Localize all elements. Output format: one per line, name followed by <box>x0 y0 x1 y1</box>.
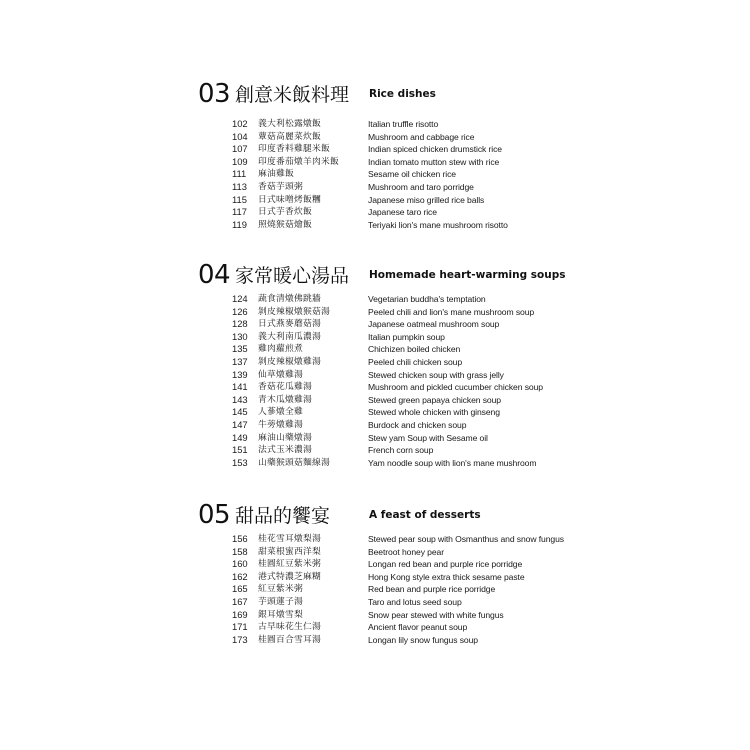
recipe-name-english: Stewed pear soup with Osmanthus and snow fungus <box>368 534 564 544</box>
page-number: 171 <box>232 621 248 633</box>
recipe-name-english: Italian truffle risotto <box>368 119 439 129</box>
page-number: 109 <box>232 155 248 167</box>
section-title-chinese: 家常暖心湯品 <box>235 265 350 287</box>
recipe-item <box>232 293 738 306</box>
section-number: 04 <box>198 260 231 290</box>
recipe-name-chinese: 桂圓百合雪耳湯 <box>258 634 321 645</box>
recipe-name-chinese: 麻油山藥燉湯 <box>258 432 312 443</box>
recipe-name-english: Peeled chili chicken soup <box>368 356 462 367</box>
recipe-name-english: Yam noodle soup with lion's mane mushroom <box>368 457 537 468</box>
recipe-name-english: Stewed whole chicken with ginseng <box>368 407 500 418</box>
recipe-name-english: Burdock and chicken soup <box>368 419 467 430</box>
recipe-list <box>232 293 738 469</box>
page-number: 102 <box>232 118 248 129</box>
page-number: 141 <box>232 381 248 393</box>
recipe-name-english: Taro and lotus seed soup <box>368 596 462 607</box>
recipe-item <box>232 318 738 331</box>
recipe-name-english: Indian spiced chicken drumstick rice <box>368 144 502 155</box>
section-header <box>198 499 738 533</box>
recipe-name-chinese: 青木瓜燉雞湯 <box>258 394 312 405</box>
recipe-name-chinese: 雞肉蘿煎煮 <box>258 344 303 355</box>
recipe-item <box>232 457 738 470</box>
recipe-name-english: Teriyaki lion's mane mushroom risotto <box>368 219 508 230</box>
page-number: 160 <box>232 558 248 570</box>
recipe-name-english: Beetroot honey pear <box>368 546 444 557</box>
recipe-name-chinese: 山藥猴頭菇麵線湯 <box>258 457 330 468</box>
recipe-name-chinese: 香菇花瓜雞湯 <box>258 382 312 393</box>
recipe-name-english: Peeled chili and lion's mane mushroom soup <box>368 306 535 317</box>
recipe-name-chinese: 麻油雞飯 <box>258 169 294 180</box>
recipe-item <box>232 406 738 419</box>
recipe-name-chinese: 照燒猴菇燴飯 <box>258 219 312 230</box>
recipe-name-chinese: 人蔘燉全雞 <box>258 407 303 418</box>
recipe-name-chinese: 仙草燉雞湯 <box>258 369 303 380</box>
recipe-name-chinese: 香菇芋頭粥 <box>258 181 303 192</box>
recipe-list <box>232 533 738 646</box>
recipe-item <box>232 306 738 319</box>
page-number: 149 <box>232 431 248 443</box>
recipe-name-chinese: 剝皮辣椒燉雞湯 <box>258 356 321 367</box>
page-number: 173 <box>232 633 248 645</box>
recipe-name-english: Longan red bean and purple rice porridge <box>368 559 523 570</box>
recipe-item <box>232 331 738 344</box>
page-number: 119 <box>232 218 247 230</box>
recipe-item <box>232 356 738 369</box>
recipe-name-english: Hong Kong style extra thick sesame paste <box>368 571 525 582</box>
recipe-name-chinese: 日式燕麥蘑菇湯 <box>258 319 321 330</box>
recipe-name-english: Longan lily snow fungus soup <box>368 634 478 645</box>
recipe-list <box>232 118 738 231</box>
recipe-item <box>232 546 738 559</box>
page-number: 113 <box>232 180 247 192</box>
page-number: 135 <box>232 343 248 355</box>
recipe-name-english: Japanese miso grilled rice balls <box>368 194 485 205</box>
recipe-name-chinese: 紅豆紫米粥 <box>258 584 303 595</box>
section-desserts <box>198 499 738 645</box>
recipe-name-chinese: 法式玉米濃湯 <box>258 445 312 456</box>
section-number: 03 <box>198 79 231 109</box>
recipe-item <box>232 444 738 457</box>
recipe-name-chinese: 桂圓紅豆紫米粥 <box>258 559 321 570</box>
recipe-item <box>232 343 738 356</box>
recipe-name-english: Red bean and purple rice porridge <box>368 584 496 595</box>
recipe-name-chinese: 甜菜根蜜西洋梨 <box>258 546 321 557</box>
recipe-name-english: Japanese oatmeal mushroom soup <box>368 319 500 330</box>
recipe-item <box>232 206 738 219</box>
recipe-item <box>232 571 738 584</box>
page-number: 156 <box>232 533 248 544</box>
recipe-item <box>232 181 738 194</box>
recipe-name-chinese: 古早味花生仁湯 <box>258 622 321 633</box>
recipe-name-english: Stewed green papaya chicken soup <box>368 394 501 405</box>
recipe-name-chinese: 蕈菇高麗菜炊飯 <box>258 131 321 142</box>
section-title-english: A feast of desserts <box>369 509 481 521</box>
recipe-item <box>232 219 738 232</box>
recipe-name-english: Japanese taro rice <box>368 207 437 218</box>
recipe-name-english: Mushroom and pickled cucumber chicken soup <box>368 382 543 393</box>
page-number: 137 <box>232 355 248 367</box>
page-number: 128 <box>232 318 248 330</box>
recipe-item <box>232 156 738 169</box>
recipe-name-chinese: 義大利南瓜濃湯 <box>258 331 321 342</box>
page-number: 139 <box>232 368 248 380</box>
recipe-name-chinese: 日式味噌烤飯糰 <box>258 194 321 205</box>
recipe-item <box>232 143 738 156</box>
recipe-item <box>232 131 738 144</box>
page-number: 145 <box>232 406 248 418</box>
recipe-name-english: Vegetarian buddha's temptation <box>368 294 486 304</box>
recipe-name-english: Stew yam Soup with Sesame oil <box>368 432 488 443</box>
recipe-item <box>232 558 738 571</box>
page-number: 162 <box>232 570 248 582</box>
recipe-name-chinese: 印度番茄燉羊肉米飯 <box>258 156 339 167</box>
section-title-english: Rice dishes <box>369 88 436 100</box>
page-number: 169 <box>232 608 248 620</box>
recipe-item <box>232 634 738 647</box>
page-number: 151 <box>232 444 248 456</box>
page-number: 158 <box>232 545 248 557</box>
page-number: 117 <box>232 206 247 218</box>
recipe-item <box>232 533 738 546</box>
section-number: 05 <box>198 500 231 530</box>
recipe-name-english: Mushroom and cabbage rice <box>368 131 475 142</box>
recipe-name-chinese: 義大利松露燉飯 <box>258 119 321 129</box>
page-number: 130 <box>232 330 248 342</box>
section-homemade-soups <box>198 259 738 468</box>
section-title-chinese: 創意米飯料理 <box>235 84 350 106</box>
page-number: 115 <box>232 193 247 205</box>
recipe-name-english: Chichizen boiled chicken <box>368 344 461 355</box>
recipe-name-chinese: 蔬食清燉佛跳牆 <box>258 294 321 304</box>
page-number: 153 <box>232 456 248 468</box>
recipe-name-english: Ancient flavor peanut soup <box>368 622 468 633</box>
recipe-name-chinese: 港式特濃芝麻糊 <box>258 571 321 582</box>
recipe-item <box>232 168 738 181</box>
section-header <box>198 78 738 112</box>
recipe-name-chinese: 日式芋香炊飯 <box>258 207 312 218</box>
page-number: 107 <box>232 143 248 155</box>
recipe-name-chinese: 桂花雪耳燉梨湯 <box>258 534 321 544</box>
recipe-item <box>232 381 738 394</box>
page-number: 126 <box>232 305 248 317</box>
section-title-chinese: 甜品的饗宴 <box>235 505 331 527</box>
page-number: 147 <box>232 418 248 430</box>
page-number: 143 <box>232 393 248 405</box>
page-number: 111 <box>232 168 247 180</box>
recipe-item <box>232 369 738 382</box>
recipe-name-chinese: 牛蒡燉雞湯 <box>258 419 303 430</box>
recipe-item <box>232 596 738 609</box>
recipe-name-chinese: 銀耳燉雪梨 <box>258 609 303 620</box>
recipe-name-chinese: 芋頭蓮子湯 <box>258 596 303 607</box>
recipe-name-english: French corn soup <box>368 445 434 456</box>
section-title-english: Homemade heart-warming soups <box>369 269 566 281</box>
recipe-item <box>232 583 738 596</box>
recipe-item <box>232 609 738 622</box>
recipe-item <box>232 118 738 131</box>
recipe-name-english: Snow pear stewed with white fungus <box>368 609 504 620</box>
recipe-item <box>232 432 738 445</box>
recipe-item <box>232 419 738 432</box>
recipe-name-english: Sesame oil chicken rice <box>368 169 456 180</box>
page-number: 104 <box>232 130 248 142</box>
page-number: 167 <box>232 595 248 607</box>
recipe-name-english: Italian pumpkin soup <box>368 331 445 342</box>
recipe-name-english: Stewed chicken soup with grass jelly <box>368 369 504 380</box>
section-rice-dishes <box>198 78 738 230</box>
recipe-name-chinese: 印度香料雞腿米飯 <box>258 144 330 155</box>
recipe-name-chinese: 剝皮辣椒燉猴菇湯 <box>258 306 330 317</box>
recipe-name-english: Indian tomato mutton stew with rice <box>368 156 500 167</box>
recipe-item <box>232 394 738 407</box>
recipe-name-english: Mushroom and taro porridge <box>368 181 474 192</box>
recipe-item <box>232 621 738 634</box>
recipe-item <box>232 194 738 207</box>
section-header <box>198 259 738 293</box>
page-number: 124 <box>232 293 248 304</box>
page-number: 165 <box>232 583 248 595</box>
